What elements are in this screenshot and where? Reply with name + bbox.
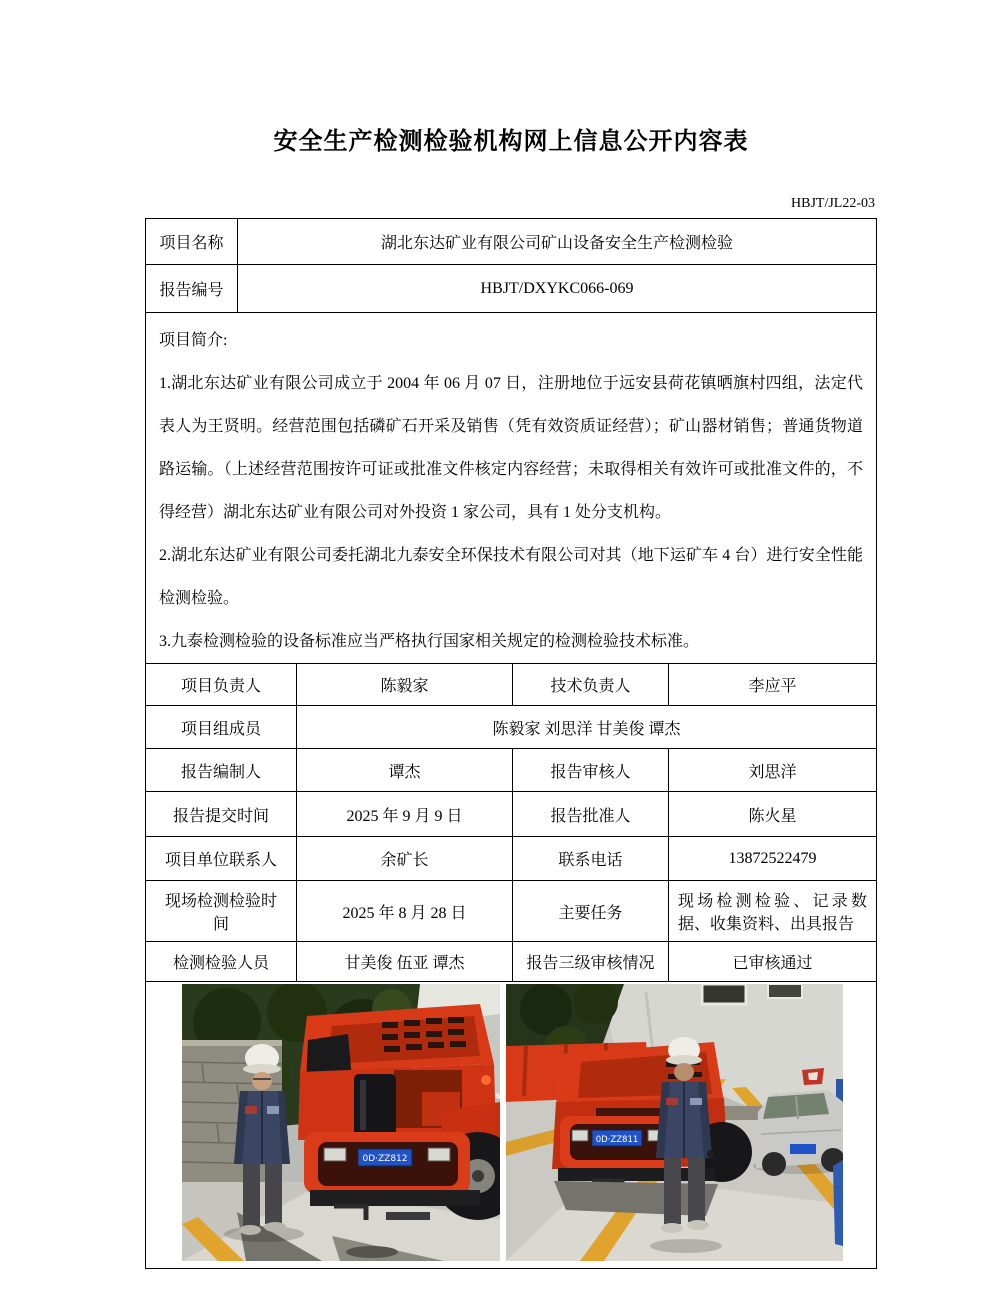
team-members-value: 陈毅家 刘思洋 甘美俊 谭杰 [297,706,877,749]
intro-paragraph-2: 2.湖北东达矿业有限公司委托湖北九泰安全环保技术有限公司对其（地下运矿车 4 台）进行安全性能检测检验。 [159,547,863,607]
right-photo-illustration [506,984,843,1261]
intro-heading: 项目简介: [159,332,228,349]
site-photos-cell [146,982,877,1269]
team-members-label: 项目组成员 [146,706,297,749]
intro-paragraph-3: 3.九泰检测检验的设备标准应当严格执行国家相关规定的检测检验技术标准。 [159,633,700,650]
report-no-value: HBJT/DXYKC066-069 [238,265,877,313]
report-no-label: 报告编号 [146,265,238,313]
main-task-value: 现场检测检验、记录数据、收集资料、出具报告 [669,881,877,942]
table-row [146,219,877,265]
site-test-date-value: 2025 年 8 月 28 日 [297,881,513,942]
project-name-value: 湖北东达矿业有限公司矿山设备安全生产检测检验 [238,219,877,265]
intro-paragraph-1: 1.湖北东达矿业有限公司成立于 2004 年 06 月 07 日，注册地位于远安县荷花镇晒旗村四组，法定代表人为王贤明。经营范围包括磷矿石开采及销售（凭有效资质证经营）；矿山器材销售；普通货物道路运输。（上述经营范围按许可证或批准文件核定内容经营；未取得相关有效许可或批准文件的，不得经营）湖北东达矿业有限公司对外投资 1 家公司，具有 1 处分支机构。 [159,375,863,521]
info-table [145,218,877,664]
site-photo-left [182,984,500,1261]
report-writer-label: 报告编制人 [146,749,297,792]
left-license-plate: 0D·ZZ812 [362,1154,408,1164]
document-sheet [145,0,877,1269]
table-row [146,982,877,1269]
submit-date-value: 2025 年 9 月 9 日 [297,792,513,837]
right-license-plate: 0D·ZZ811 [595,1135,639,1145]
project-leader-value: 陈毅家 [297,664,513,706]
table-row [146,313,877,664]
main-task-label: 主要任务 [513,881,669,942]
table-row [146,837,877,881]
submit-date-label: 报告提交时间 [146,792,297,837]
report-writer-value: 谭杰 [297,749,513,792]
table-row [146,942,877,982]
site-photo-right [506,984,843,1261]
personnel-table [145,663,877,1269]
tech-leader-label: 技术负责人 [513,664,669,706]
phone-value: 13872522479 [669,837,877,881]
review-status-value: 已审核通过 [669,942,877,982]
report-approver-value: 陈火星 [669,792,877,837]
tech-leader-value: 李应平 [669,664,877,706]
table-row [146,792,877,837]
site-test-date-label: 现场检测检验时间 [146,881,297,942]
project-leader-label: 项目负责人 [146,664,297,706]
inspectors-value: 甘美俊 伍亚 谭杰 [297,942,513,982]
report-reviewer-value: 刘思洋 [669,749,877,792]
phone-label: 联系电话 [513,837,669,881]
table-row [146,664,877,706]
project-name-label: 项目名称 [146,219,238,265]
report-approver-label: 报告批准人 [513,792,669,837]
page-title: 安全生产检测检验机构网上信息公开内容表 [273,129,749,155]
unit-contact-value: 余矿长 [297,837,513,881]
project-intro-cell [146,313,877,664]
report-reviewer-label: 报告审核人 [513,749,669,792]
table-row [146,881,877,942]
left-photo-illustration [182,984,500,1261]
inspectors-label: 检测检验人员 [146,942,297,982]
unit-contact-label: 项目单位联系人 [146,837,297,881]
table-row [146,265,877,313]
review-status-label: 报告三级审核情况 [513,942,669,982]
table-row [146,706,877,749]
doc-code: HBJT/JL22-03 [791,196,875,211]
table-row [146,749,877,792]
